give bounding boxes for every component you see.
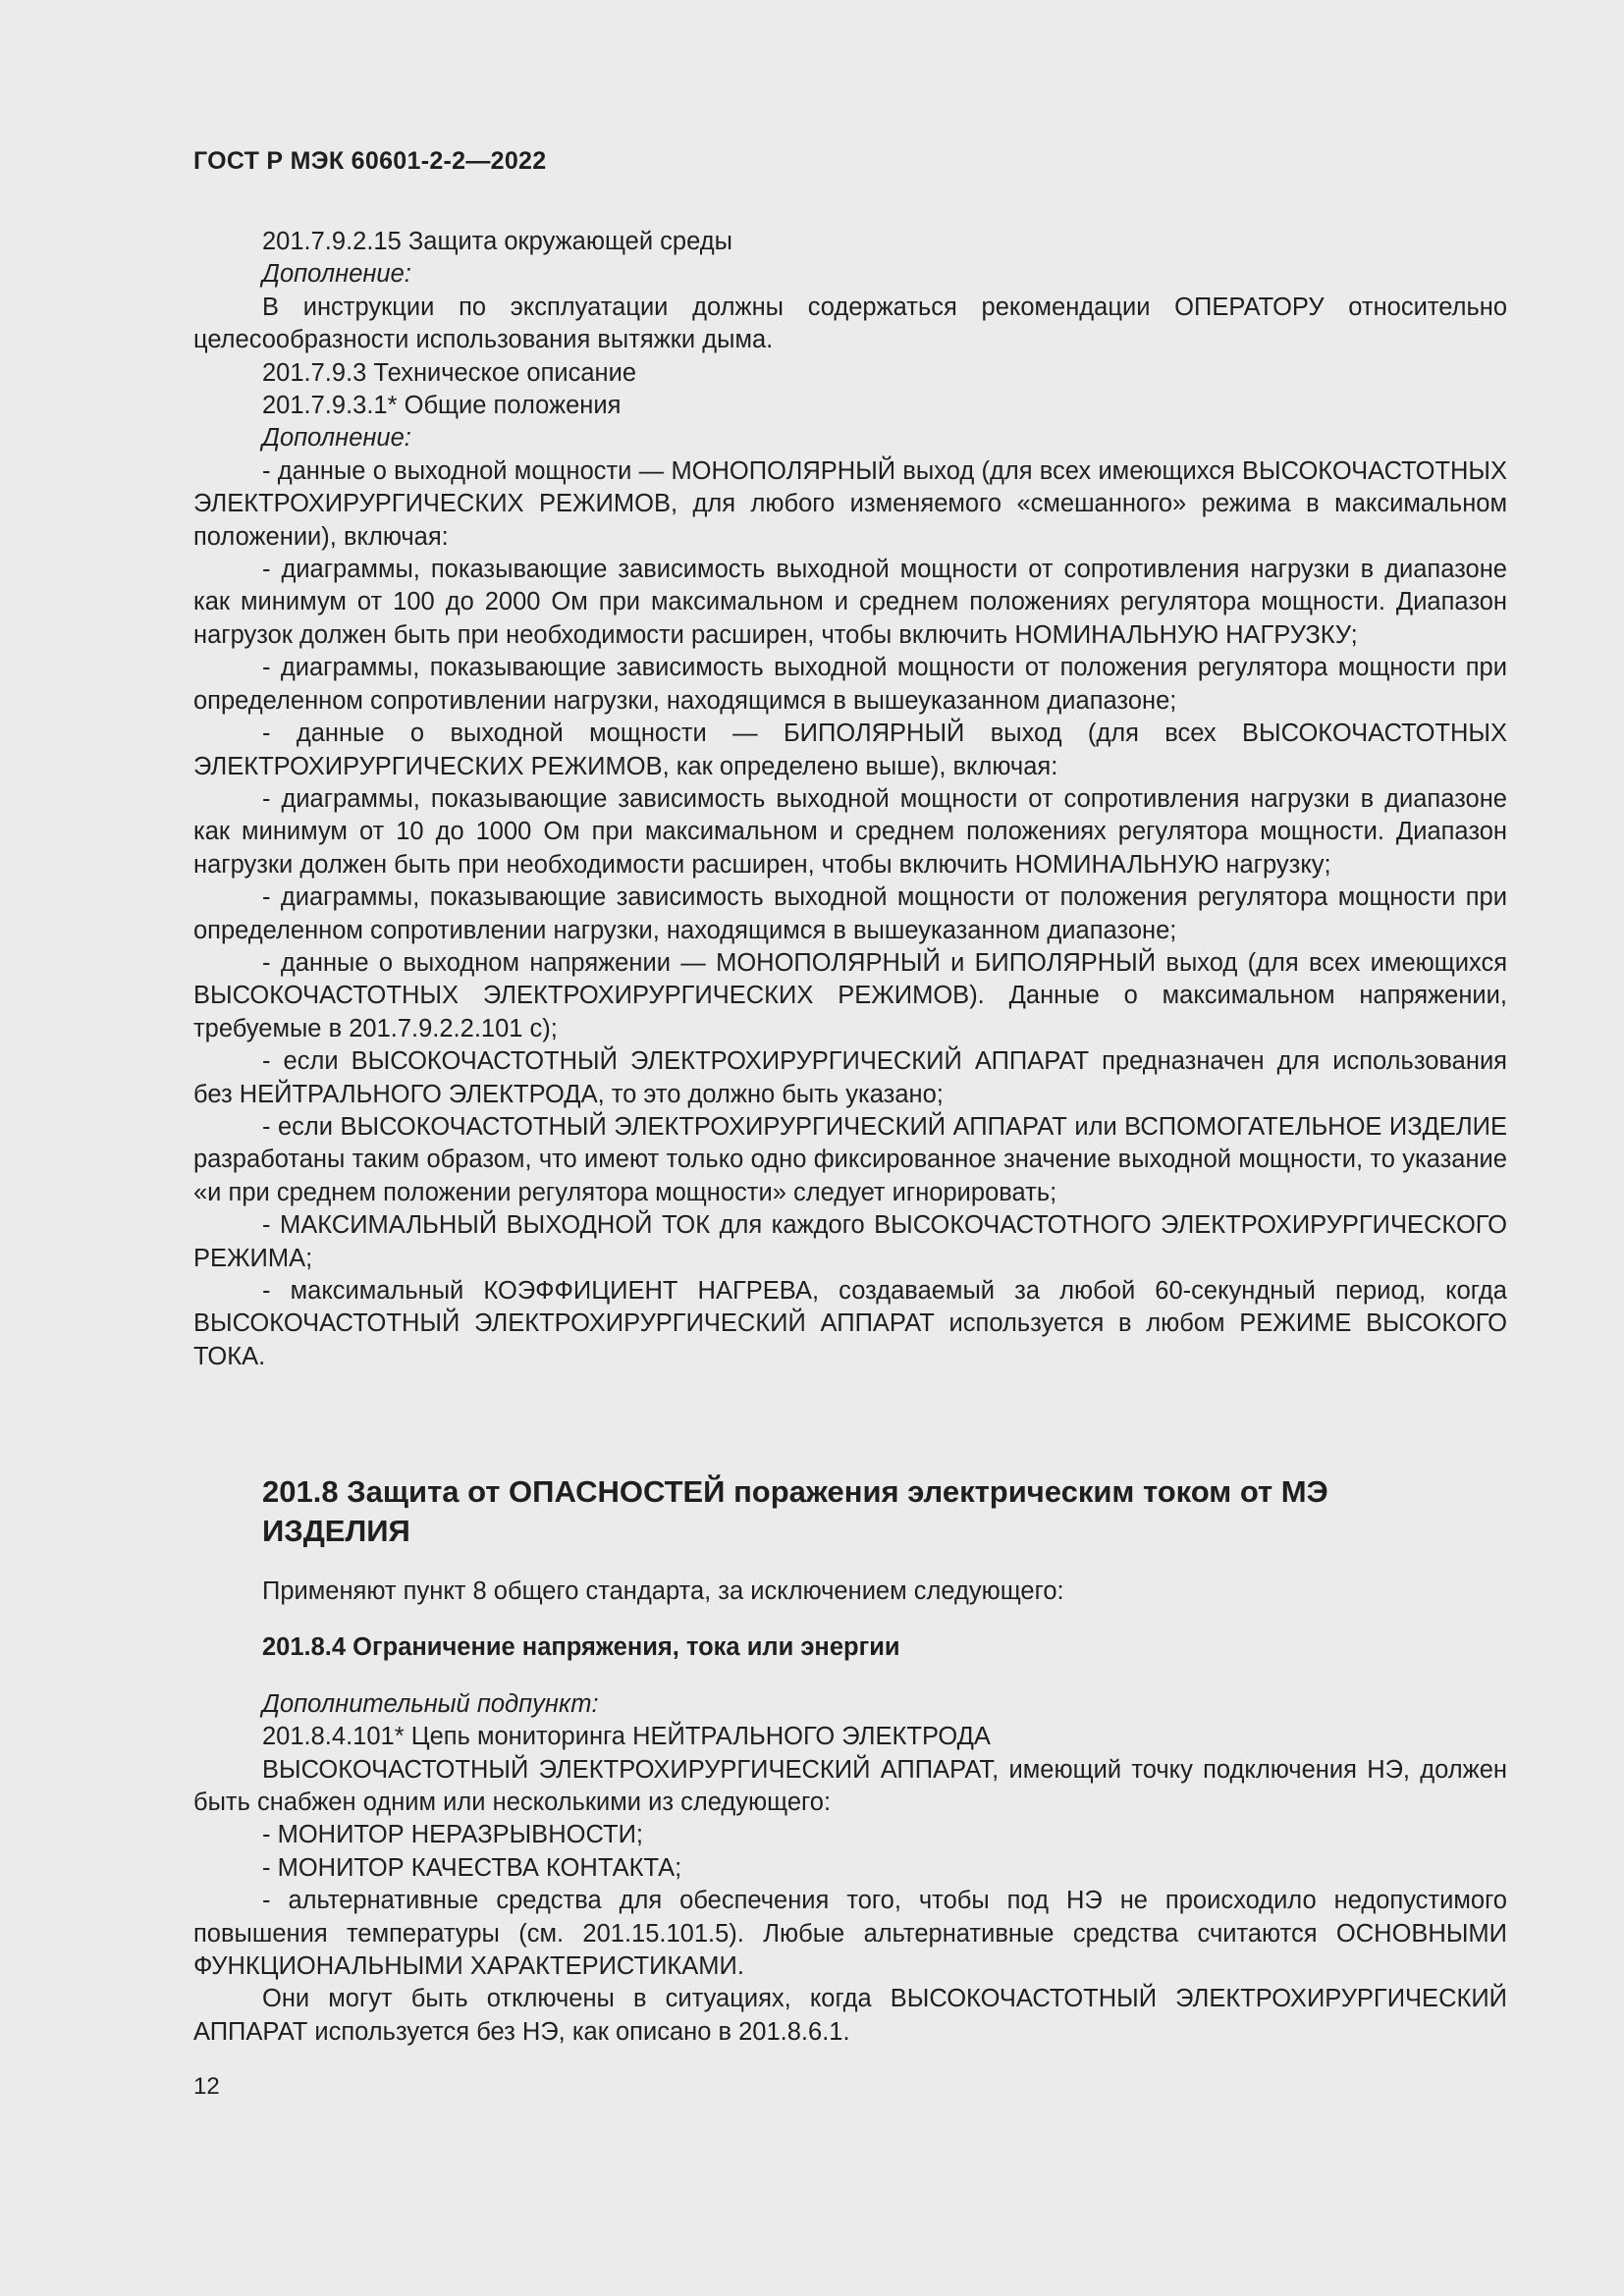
document-header: ГОСТ Р МЭК 60601-2-2—2022 [193, 147, 547, 175]
paragraph: - диаграммы, показывающие зависимость выходной мощности от сопротивления нагрузки в диапазоне как минимум от 10 до 1000 Ом при максимальном и среднем положениях регулятора мощности. Диапазон нагрузки должен быть при необходимости расширен, чтобы включить НОМИНАЛЬНУЮ нагрузку; [193, 784, 1507, 879]
subsection-body [193, 1688, 1507, 2049]
paragraph: Дополнение: [262, 424, 411, 453]
section-201-8 [193, 1472, 1507, 2049]
paragraph: - данные о выходной мощности — БИПОЛЯРНЫЙ выход (для всех ВЫСОКОЧАСТОТНЫХ ЭЛЕКТРОХИРУРГИЧЕСКИХ РЕЖИМОВ, как определено выше), включая: [193, 720, 1507, 780]
subsection-heading: 201.8.4 Ограничение напряжения, тока или энергии [262, 1633, 900, 1662]
paragraph: ВЫСОКОЧАСТОТНЫЙ ЭЛЕКТРОХИРУРГИЧЕСКИЙ АППАРАТ, имеющий точку подключения НЭ, должен быть снабжен одним или несколькими из следующего: [193, 1755, 1507, 1817]
paragraph: - МОНИТОР КАЧЕСТВА КОНТАКТА; [262, 1853, 682, 1882]
paragraph: - диаграммы, показывающие зависимость выходной мощности от сопротивления нагрузки в диапазоне как минимум от 100 до 2000 Ом при максимальном и среднем положениях регулятора мощности. Диапазон нагрузок должен быть при необходимости расширен, чтобы включить НОМИНАЛЬНУЮ НАГРУЗКУ; [193, 556, 1507, 649]
paragraph: - диаграммы, показывающие зависимость выходной мощности от положения регулятора мощности при определенном сопротивлении нагрузки, находящимся в вышеуказанном диапазоне; [193, 883, 1507, 944]
paragraph: 201.8.4.101* Цепь мониторинга НЕЙТРАЛЬНОГО ЭЛЕКТРОДА [262, 1723, 991, 1751]
paragraph: - если ВЫСОКОЧАСТОТНЫЙ ЭЛЕКТРОХИРУРГИЧЕСКИЙ АППАРАТ предназначен для использования без НЕЙТРАЛЬНОГО ЭЛЕКТРОДА, то это должно быть указано; [193, 1047, 1507, 1108]
section-heading: 201.8 Защита от ОПАСНОСТЕЙ поражения электрическим током от МЭ ИЗДЕЛИЯ [262, 1474, 1328, 1548]
paragraph: - максимальный КОЭФФИЦИЕНТ НАГРЕВА, создаваемый за любой 60-секундный период, когда ВЫСОКОЧАСТОТНЫЙ ЭЛЕКТРОХИРУРГИЧЕСКИЙ АППАРАТ используется в любом РЕЖИМЕ ВЫСОКОГО ТОКА. [193, 1277, 1507, 1370]
paragraph: Дополнение: [262, 260, 411, 289]
paragraph: - если ВЫСОКОЧАСТОТНЫЙ ЭЛЕКТРОХИРУРГИЧЕСКИЙ АППАРАТ или ВСПОМОГАТЕЛЬНОЕ ИЗДЕЛИЕ разработаны таким образом, что имеют только одно фиксированное значение выходной мощности, то указание «и при среднем положении регулятора мощности» следует игнорировать; [193, 1112, 1507, 1206]
paragraph: - альтернативные средства для обеспечения того, чтобы под НЭ не происходило недопустимого повышения температуры (см. 201.15.101.5). Любые альтернативные средства считаются ОСНОВНЫМИ ФУНКЦИОНАЛЬНЫМИ ХАРАКТЕРИСТИКАМИ. [193, 1887, 1507, 1981]
paragraph: 201.7.9.2.15 Защита окружающей среды [262, 228, 732, 255]
paragraph: - данные о выходной мощности — МОНОПОЛЯРНЫЙ выход (для всех имеющихся ВЫСОКОЧАСТОТНЫХ ЭЛЕКТРОХИРУРГИЧЕСКИХ РЕЖИМОВ, для любого изменяемого «смешанного» режима в максимальном положении), включая: [193, 456, 1507, 551]
section-applied-text: Применяют пункт 8 общего стандарта, за исключением следующего: [262, 1577, 1064, 1605]
body-text [193, 226, 1507, 1373]
page-number: 12 [193, 2073, 220, 2100]
paragraph: - МОНИТОР НЕРАЗРЫВНОСТИ; [262, 1821, 644, 1849]
paragraph: 201.7.9.3 Техническое описание [262, 358, 637, 387]
paragraph: - МАКСИМАЛЬНЫЙ ВЫХОДНОЙ ТОК для каждого ВЫСОКОЧАСТОТНОГО ЭЛЕКТРОХИРУРГИЧЕСКОГО РЕЖИМА; [193, 1211, 1507, 1272]
paragraph: 201.7.9.3.1* Общие положения [262, 392, 622, 420]
paragraph: Они могут быть отключены в ситуациях, когда ВЫСОКОЧАСТОТНЫЙ ЭЛЕКТРОХИРУРГИЧЕСКИЙ АППАРАТ используется без НЭ, как описано в 201.8.6.1. [193, 1985, 1507, 2046]
paragraph: Дополнительный подпункт: [262, 1689, 599, 1718]
paragraph: В инструкции по эксплуатации должны содержаться рекомендации ОПЕРАТОРУ относительно целесообразности использования вытяжки дыма. [193, 293, 1507, 354]
paragraph: - диаграммы, показывающие зависимость выходной мощности от положения регулятора мощности при определенном сопротивлении нагрузки, находящимся в вышеуказанном диапазоне; [193, 654, 1507, 715]
paragraph: - данные о выходном напряжении — МОНОПОЛЯРНЫЙ и БИПОЛЯРНЫЙ выход (для всех имеющихся ВЫСОКОЧАСТОТНЫХ ЭЛЕКТРОХИРУРГИЧЕСКИХ РЕЖИМОВ). Данные о максимальном напряжении, требуемые в 201.7.9.2.2.101 с); [193, 948, 1507, 1042]
